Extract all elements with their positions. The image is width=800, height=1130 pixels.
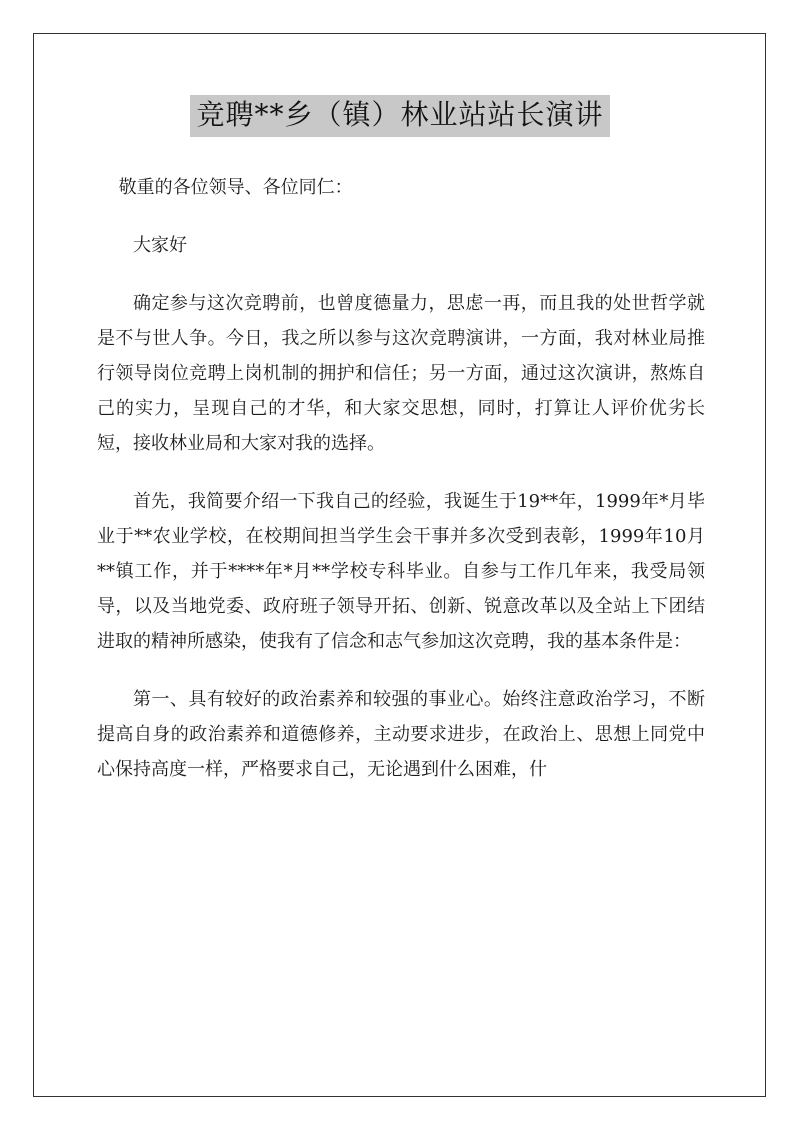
salutation: 敬重的各位领导、各位同仁： [118,177,353,198]
paragraph-1: 确定参与这次竞聘前，也曾度德量力，思虑一再，而且我的处世哲学就是不与世人争。今日，我之所以参与这次竞聘演讲，一方面，我对林业局推行领导岗位竞聘上岗机制的拥护和信任；另一方面，通过这次演讲，熬炼自己的实力，呈现自己的才华，和大家交思想，同时，打算让人评价优劣长短，接收林业局和大家对我的选择。 [97,293,705,454]
document-title: 竞聘**乡（镇）林业站站长演讲 [190,95,609,137]
paragraph-3: 第一、具有较好的政治素养和较强的事业心。始终注意政治学习，不断提高自身的政治素养和道德修养，主动要求进步，在政治上、思想上同党中心保持高度一样，严格要求自己，无论遇到什么困难，什 [97,689,705,780]
greeting: 大家好 [133,235,187,256]
document-body [97,170,705,810]
paragraph-2: 首先，我简要介绍一下我自己的经验，我诞生于19**年，1999年*月毕业于**农业学校，在校期间担当学生会干事并多次受到表彰，1999年10月**镇工作，并于****年*月**学校专科毕业。自参与工作几年来，我受局领导，以及当地党委、政府班子领导开拓、创新、锐意改革以及全站上下团结进取的精神所感染，使我有了信念和志气参加这次竞聘，我的基本条件是： [97,491,705,652]
title-area [0,95,800,137]
